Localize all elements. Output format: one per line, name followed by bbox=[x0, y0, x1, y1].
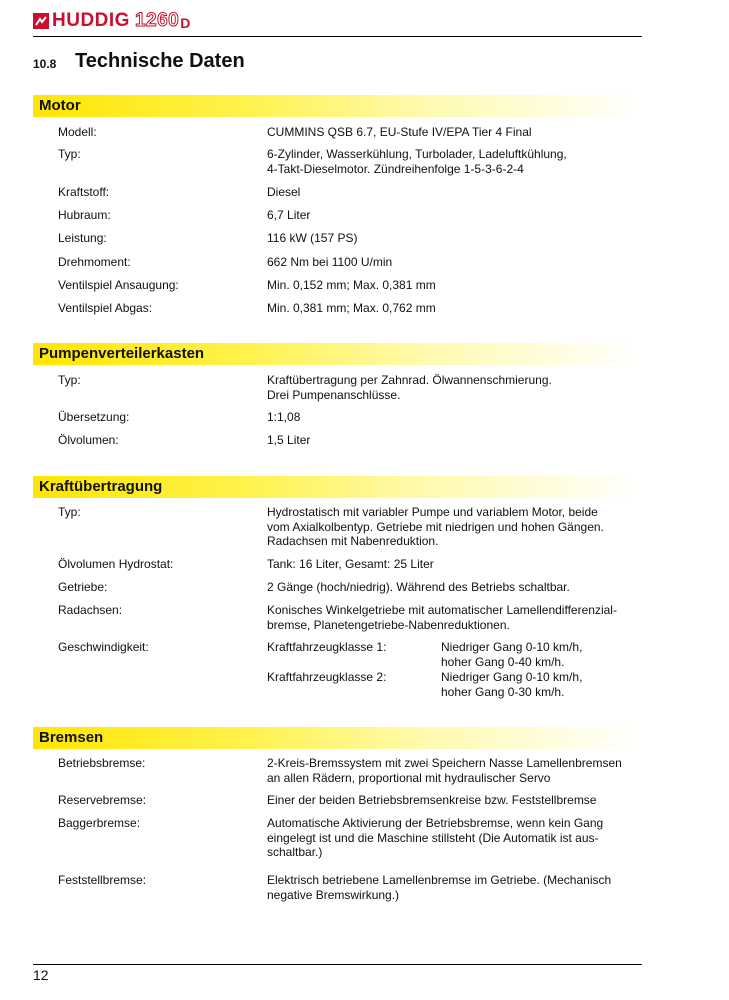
spec-label: Ölvolumen Hydrostat: bbox=[58, 557, 174, 571]
spec-value: Konisches Winkelgetriebe mit automatischer Lamellendifferenzial- bremse, Planetengetriebe-Nabenreduktionen. bbox=[267, 603, 617, 632]
spec-label: Geschwindigkeit: bbox=[58, 640, 149, 654]
spec-label: Ventilspiel Ansaugung: bbox=[58, 278, 179, 292]
vehicle-class-label: Kraftfahrzeugklasse 2: bbox=[267, 670, 387, 684]
section-heading-label: Motor bbox=[39, 97, 81, 114]
spec-label: Leistung: bbox=[58, 231, 107, 245]
section-heading-label: Bremsen bbox=[39, 729, 104, 746]
spec-label: Hubraum: bbox=[58, 208, 111, 222]
spec-label: Getriebe: bbox=[58, 580, 108, 594]
spec-value: 1:1,08 bbox=[267, 410, 301, 424]
spec-label: Typ: bbox=[58, 373, 81, 387]
section-heading-label: Pumpenverteilerkasten bbox=[39, 345, 205, 362]
header-divider bbox=[33, 36, 642, 37]
spec-value: Einer der beiden Betriebsbremsenkreise bzw. Feststellbremse bbox=[267, 793, 597, 807]
page-title: Technische Daten bbox=[75, 50, 245, 72]
spec-value: Min. 0,152 mm; Max. 0,381 mm bbox=[267, 278, 436, 292]
vehicle-class-label: Kraftfahrzeugklasse 1: bbox=[267, 640, 387, 654]
section-heading-label: Kraftübertragung bbox=[39, 478, 163, 495]
spec-value: Automatische Aktivierung der Betriebsbremse, wenn kein Gang eingelegt ist und die Maschine stillsteht (Die Automatik ist aus- schaltbar.) bbox=[267, 816, 604, 859]
spec-value: 6-Zylinder, Wasserkühlung, Turbolader, Ladeluftkühlung, 4-Takt-Dieselmotor. Zündreihenfolge 1-5-3-6-2-4 bbox=[267, 147, 567, 176]
spec-label: Betriebsbremse: bbox=[58, 756, 146, 770]
vehicle-class-value: Niedriger Gang 0-10 km/h, hoher Gang 0-30 km/h. bbox=[441, 670, 583, 699]
spec-value: 6,7 Liter bbox=[267, 208, 311, 222]
spec-label: Drehmoment: bbox=[58, 255, 131, 269]
section-number: 10.8 bbox=[33, 57, 57, 71]
spec-value: Diesel bbox=[267, 185, 301, 199]
spec-value: CUMMINS QSB 6.7, EU-Stufe IV/EPA Tier 4 Final bbox=[267, 125, 532, 139]
brand-logo bbox=[33, 9, 190, 33]
spec-label: Reservebremse: bbox=[58, 793, 147, 807]
spec-label: Typ: bbox=[58, 147, 81, 161]
spec-value: Kraftübertragung per Zahnrad. Ölwannenschmierung. Drei Pumpenanschlüsse. bbox=[267, 373, 552, 402]
brand-model: 1260 bbox=[134, 10, 180, 31]
spec-value: Tank: 16 Liter, Gesamt: 25 Liter bbox=[267, 557, 434, 571]
brand-name: HUDDIG bbox=[52, 10, 130, 31]
spec-label: Ölvolumen: bbox=[58, 433, 119, 447]
page-number: 12 bbox=[33, 967, 49, 983]
section-heading-motor bbox=[33, 95, 642, 117]
section-heading-pumpenverteilerkasten bbox=[33, 343, 642, 365]
brand-model-suffix: D bbox=[180, 15, 191, 31]
spec-value: 662 Nm bei 1100 U/min bbox=[267, 255, 393, 269]
spec-label: Ventilspiel Abgas: bbox=[58, 301, 153, 315]
spec-value: 2-Kreis-Bremssystem mit zwei Speichern Nasse Lamellenbremsen an allen Rädern, proportional mit hydraulischer Servo bbox=[267, 756, 622, 785]
spec-value: Elektrisch betriebene Lamellenbremse im Getriebe. (Mechanisch negative Bremswirkung.) bbox=[267, 873, 612, 902]
spec-label: Typ: bbox=[58, 505, 81, 519]
spec-value: 2 Gänge (hoch/niedrig). Während des Betriebs schaltbar. bbox=[267, 580, 570, 594]
section-heading-bremsen bbox=[33, 727, 642, 749]
spec-label: Baggerbremse: bbox=[58, 816, 141, 830]
spec-label: Radachsen: bbox=[58, 603, 123, 617]
spec-value: 1,5 Liter bbox=[267, 433, 311, 447]
spec-value: Hydrostatisch mit variabler Pumpe und variablem Motor, beide vom Axialkolbentyp. Getriebe mit niedrigen und hohen Gängen. Radachsen mit Nabenreduktion. bbox=[267, 505, 604, 548]
spec-label: Übersetzung: bbox=[58, 410, 130, 424]
footer-divider bbox=[33, 964, 642, 965]
vehicle-class-value: Niedriger Gang 0-10 km/h, hoher Gang 0-40 km/h. bbox=[441, 640, 583, 669]
spec-label: Modell: bbox=[58, 125, 97, 139]
spec-label: Feststellbremse: bbox=[58, 873, 147, 887]
spec-value: 116 kW (157 PS) bbox=[267, 231, 358, 245]
brand-mark-icon bbox=[33, 13, 49, 29]
spec-label: Kraftstoff: bbox=[58, 185, 110, 199]
spec-value: Min. 0,381 mm; Max. 0,762 mm bbox=[267, 301, 436, 315]
section-heading-kraftuebertragung bbox=[33, 476, 642, 498]
